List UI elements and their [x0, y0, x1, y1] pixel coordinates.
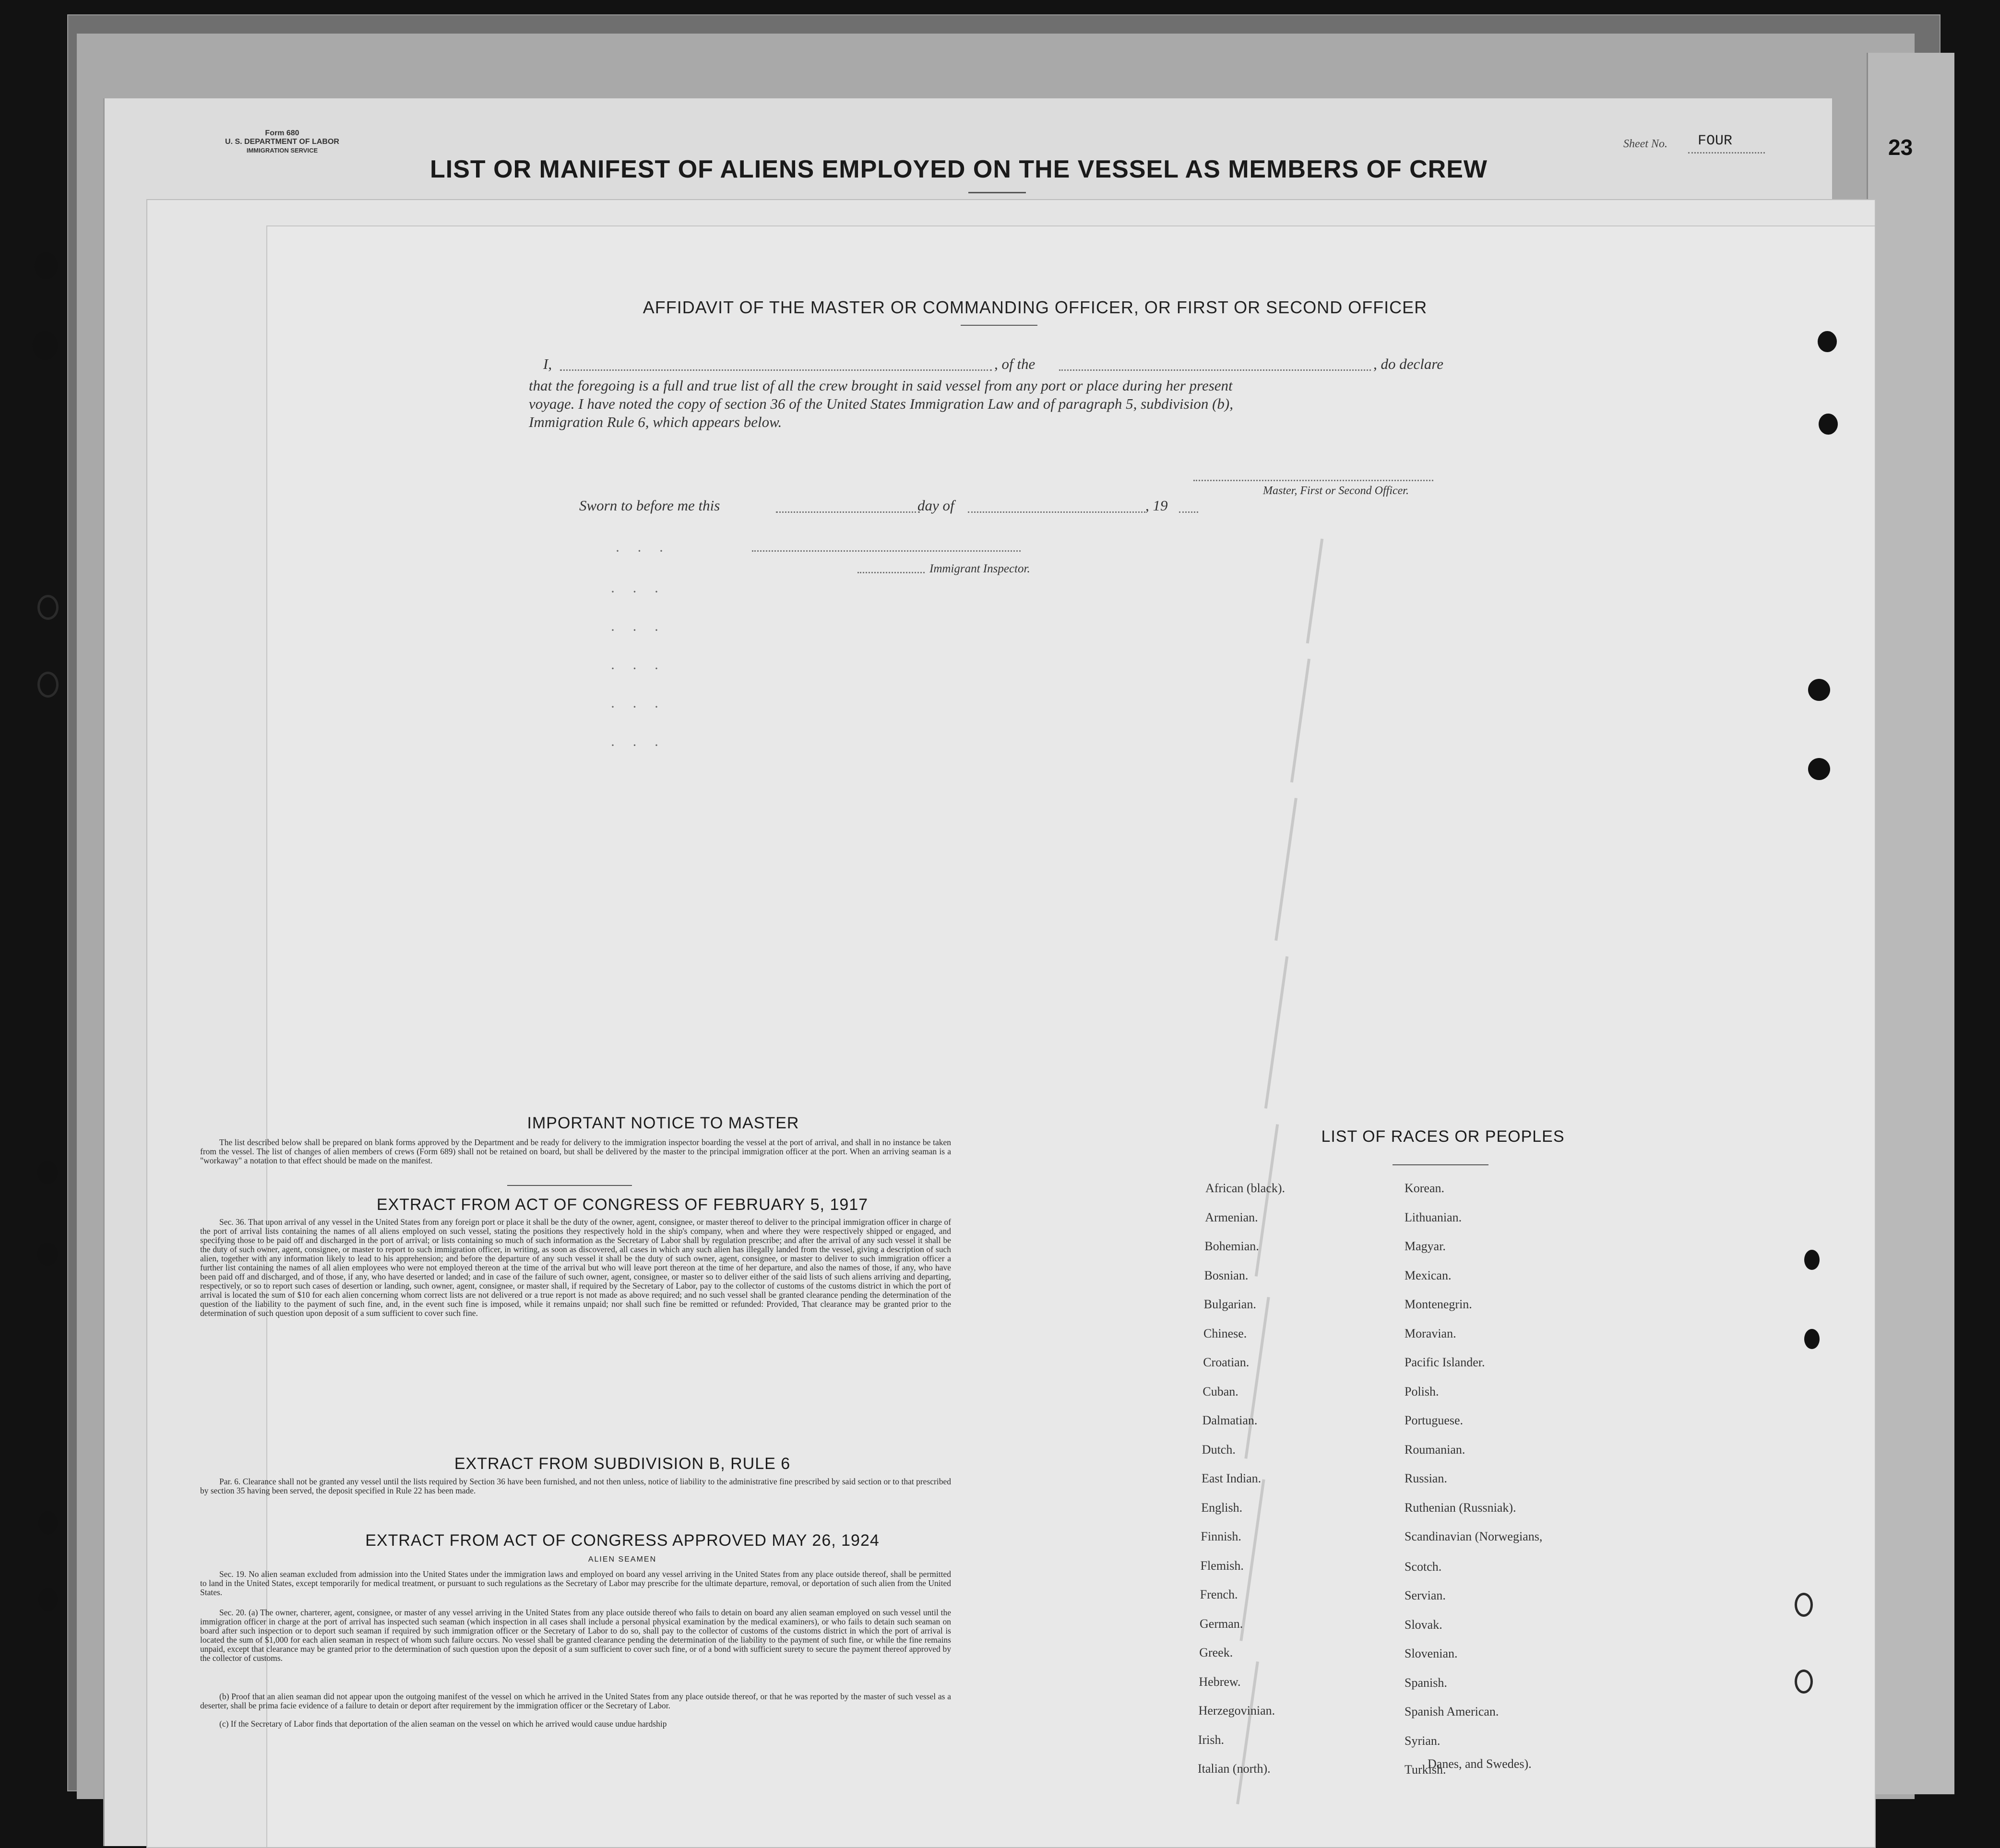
race-item: German. — [1200, 1616, 1243, 1631]
binder-hole — [37, 1243, 58, 1266]
race-item: Dalmatian. — [1202, 1413, 1258, 1427]
race-item: Polish. — [1405, 1384, 1439, 1398]
binder-hole — [35, 252, 58, 279]
dot-row: · · · — [610, 584, 666, 600]
sheet-number-line — [1688, 152, 1765, 154]
race-item: Hebrew. — [1199, 1674, 1241, 1689]
binder-hole — [1804, 1250, 1820, 1270]
race-item: Armenian. — [1205, 1210, 1258, 1224]
bleed-through-mark — [1244, 1297, 1270, 1459]
inspector-signature-field[interactable] — [752, 550, 1021, 552]
right-sheet-edge — [1867, 53, 1954, 1794]
rule6-text: Par. 6. Clearance shall not be granted any vessel until the lists required by Section 36 have been furnished, and not then unless, notice of liability to the administrative fine prescribed by said section or to that prescribed by section 35 having been served, the deposit specified in Rule 22 has been made. — [200, 1477, 951, 1495]
bleed-through-mark — [1290, 659, 1310, 782]
declarant-prefix: I, — [543, 355, 552, 372]
race-item: Spanish. — [1405, 1675, 1447, 1690]
race-item: Bulgarian. — [1203, 1297, 1256, 1311]
dot-row: · · · — [610, 737, 666, 753]
vessel-name-field[interactable] — [1059, 369, 1371, 371]
extract-1917-title: EXTRACT FROM ACT OF CONGRESS OF FEBRUARY 5, 1917 — [376, 1196, 869, 1214]
race-item: Roumanian. — [1405, 1442, 1465, 1457]
race-item: Croatian. — [1203, 1355, 1250, 1369]
binder-hole — [37, 1161, 58, 1184]
bleed-through-mark — [1274, 798, 1298, 941]
sworn-year-field[interactable] — [1179, 511, 1198, 513]
dot-row: · · · — [610, 699, 666, 715]
binder-hole — [33, 331, 58, 360]
declarant-name-field[interactable] — [560, 369, 992, 371]
race-item: Montenegrin. — [1405, 1297, 1472, 1311]
sworn-day-field[interactable] — [776, 511, 920, 513]
master-signature-label: Master, First or Second Officer. — [1263, 485, 1409, 497]
sworn-month-field[interactable] — [968, 511, 1145, 513]
binder-hole — [38, 1588, 58, 1611]
extract-1917-text: Sec. 36. That upon arrival of any vessel in the United States from any foreign port or place it shall be the duty of the owner, agent, consignee, or master thereof to deliver to the principal immigration officer in charge of the port of arrival lists containing the names of all aliens employed on such vessel, stating the positions they respectively hold in the ship's company, when and where they were respectively shipped or engaged, and specifying those to be paid off and discharged in the port of arrival; or lists containing so much of such information as the Secretary of Labor shall by regulation prescribe; and after the arrival of any such vessel it shall be the duty of such owner, agent, consignee, or master to report to such immigration officer, in writing, as soon as discovered, all cases in which any such alien has illegally landed from the vessel, giving a description of such alien, together with any information likely to lead to his apprehension; and before the departure of any such vessel it shall be the duty of such owner, agent, consignee, or master to deliver to such immigration officer a further list containing the names of all alien employees who were not employed thereon at the time of the arrival but who will leave port thereon at the time of her departure, and also the names of those, if any, who have been paid off and discharged, and of those, if any, who have deserted or landed; and in case of the failure of such owner, agent, consignee, or master so to deliver either of the said lists of such aliens arriving and departing, respectively, or so to report such cases of desertion or landing, such owner, agent, consignee, or master shall, if required by the Secretary of Labor, pay to the collector of customs of the customs district in which the port of arrival is located the sum of $10 for each alien concerning whom correct lists are not delivered or a true report is not made as above required; and no such vessel shall be granted clearance pending the determination of the question of the liability to the payment of such fine, and, in the event such fine is imposed, while it remains unpaid; nor shall such fine be remitted or refunded: Provided, That clearance may be granted prior to the determination of such question upon deposit of a sum sufficient to cover such fine. — [200, 1217, 951, 1318]
race-item: Italian (north). — [1198, 1762, 1271, 1776]
race-item: Magyar. — [1405, 1239, 1446, 1253]
bleed-through-mark — [1255, 1124, 1279, 1277]
race-item: Finnish. — [1201, 1529, 1241, 1543]
race-item: Spanish American. — [1405, 1705, 1499, 1718]
dot-row: · · · — [610, 661, 666, 676]
department-name: U. S. DEPARTMENT OF LABOR — [225, 138, 339, 146]
race-item: Pacific Islander. — [1405, 1355, 1485, 1369]
race-item: Dutch. — [1202, 1442, 1236, 1457]
sworn-text: Sworn to before me this — [579, 497, 720, 514]
race-item: Mexican. — [1405, 1268, 1452, 1282]
dot-row: · · · — [610, 622, 666, 638]
race-item: Syrian. — [1405, 1733, 1440, 1748]
race-item: Cuban. — [1202, 1384, 1238, 1398]
affidavit-sheet — [200, 225, 1875, 1847]
title-underline — [968, 192, 1026, 193]
extract-1924-title: EXTRACT FROM ACT OF CONGRESS APPROVED MAY 26, 1924 — [365, 1531, 880, 1550]
race-item: Chinese. — [1203, 1326, 1247, 1340]
vessel-prefix: , of the — [994, 355, 1036, 372]
race-item: Flemish. — [1200, 1558, 1244, 1573]
binder-hole — [1818, 331, 1837, 352]
binder-hole — [1808, 758, 1830, 780]
dot-row: · · · — [615, 543, 670, 559]
form-number: Form 680 — [265, 129, 299, 137]
binder-hole — [37, 595, 59, 620]
race-item: Russian. — [1405, 1471, 1447, 1485]
inspector-prefix-line — [857, 572, 925, 573]
race-item: French. — [1200, 1587, 1238, 1601]
race-item: English. — [1201, 1500, 1243, 1515]
sheet-number-label: Sheet No. — [1623, 138, 1667, 150]
page-title: LIST OR MANIFEST OF ALIENS EMPLOYED ON THE VESSEL AS MEMBERS OF CREW — [430, 155, 1488, 183]
race-item: Scandinavian (Norwegians, — [1405, 1529, 1543, 1543]
binder-hole — [1795, 1670, 1813, 1694]
extract-1924-sec20c: (c) If the Secretary of Labor finds that deportation of the alien seaman on the vessel on which he arrived would cause undue hardship — [219, 1719, 667, 1729]
binder-hole — [37, 672, 59, 698]
race-item-scandinavian-cont: Danes, and Swedes). — [1428, 1757, 1532, 1771]
race-item: Bosnian. — [1204, 1268, 1249, 1282]
binder-hole — [1819, 414, 1838, 435]
race-item: Servian. — [1405, 1588, 1446, 1602]
race-item: African (black). — [1205, 1181, 1286, 1195]
races-title-rule — [1393, 1164, 1488, 1165]
notice-text: The list described below shall be prepared on blank forms approved by the Department and be ready for delivery to the immigration inspector boarding the vessel at the port of arrival, and shall in no instance be taken from the vessel. The list of changes of alien members of crews (Form 689) shall not be retained on board, but shall be delivered by the master to the principal immigration officer at the port. When an arriving seaman is a "workaway" a notation to that effect should be made on the manifest. — [200, 1137, 951, 1165]
rule6-title: EXTRACT FROM SUBDIVISION B, RULE 6 — [454, 1455, 791, 1473]
binder-hole — [38, 1511, 58, 1534]
races-title: LIST OF RACES OR PEOPLES — [1321, 1127, 1565, 1146]
binder-hole — [1795, 1593, 1813, 1617]
extract-1924-sec20a: Sec. 20. (a) The owner, charterer, agent, consignee, or master of any vessel arriving in the United States from any place outside thereof who fails to detain on board any alien seaman employed on such vessel until the immigration officer in charge at the port of arrival has inspected such seaman (which inspection in all cases shall include a personal physical examination by the medical examiners), or who fails to detain such seaman on board after such inspection or to deport such seaman if required by such immigration officer or the Secretary of Labor to do so, shall pay to the collector of customs of the customs district in which the port of arrival is located the sum of $1,000 for each alien seaman in respect of whom such failure occurs. No vessel shall be granted clearance pending the determination of the liability to the payment of such fine, or while the fine remains unpaid, except that clearance may be granted prior to the determination of such question upon the deposit of a sum sufficient to cover such fine, or of a bond with sufficient surety to secure the payment thereof approved by the collector of customs. — [200, 1608, 951, 1663]
bleed-through-mark — [1264, 956, 1288, 1109]
race-item: Greek. — [1199, 1646, 1233, 1659]
race-item: Lithuanian. — [1405, 1210, 1462, 1224]
race-item: Scotch. — [1405, 1559, 1442, 1574]
race-item: Moravian. — [1405, 1326, 1456, 1340]
extract-1924-sec20b: (b) Proof that an alien seaman did not appear upon the outgoing manifest of the vessel on which he arrived in the United States from any place outside thereof, or that he was reported by the master of such vessel as a deserter, shall be prima facie evidence of a failure to detain or deport after requirement by the immigration officer or the Secretary of Labor. — [200, 1692, 951, 1710]
affidavit-body-line-2: that the foregoing is a full and true list of all the crew brought in said vessel from any port or place during her present — [529, 377, 1233, 394]
master-signature-field[interactable] — [1193, 480, 1433, 481]
service-name: IMMIGRATION SERVICE — [246, 147, 318, 154]
notice-rule — [507, 1185, 632, 1186]
race-item: Ruthenian (Russniak). — [1405, 1500, 1516, 1515]
sworn-day-of: day of — [917, 497, 954, 514]
race-item: Portuguese. — [1405, 1413, 1464, 1427]
affidavit-body-line-3: voyage. I have noted the copy of section 36 of the United States Immigration Law and of paragraph 5, subdivision (b), — [529, 395, 1233, 412]
race-item: Irish. — [1198, 1732, 1224, 1747]
form-header-block — [222, 129, 342, 155]
affidavit-title: AFFIDAVIT OF THE MASTER OR COMMANDING OFFICER, OR FIRST OR SECOND OFFICER — [643, 297, 1428, 317]
race-item: Korean. — [1405, 1181, 1445, 1195]
sheet-number-value: FOUR — [1698, 133, 1733, 149]
binder-hole — [1804, 1329, 1820, 1349]
affidavit-title-rule — [961, 325, 1037, 326]
race-item: East Indian. — [1202, 1471, 1262, 1485]
extract-1924-sec19: Sec. 19. No alien seaman excluded from admission into the United States under the immigration laws and employed on board any vessel arriving in the United States from any place outside thereof, shall be permitted to land in the United States, except temporarily for medical treatment, or pursuant to such regulations as the Secretary of Labor may prescribe for the ultimate departure, removal, or deportation of such alien from the United States. — [200, 1569, 951, 1597]
extract-1924-subtitle: ALIEN SEAMEN — [588, 1555, 657, 1564]
notice-title: IMPORTANT NOTICE TO MASTER — [527, 1114, 799, 1132]
bleed-through-mark — [1306, 539, 1324, 644]
declare-suffix: , do declare — [1373, 355, 1444, 372]
race-item: Turkish. — [1405, 1763, 1446, 1777]
affidavit-body-line-4: Immigration Rule 6, which appears below. — [529, 414, 782, 430]
page-number: 23 — [1888, 135, 1913, 160]
inspector-label: Immigrant Inspector. — [929, 562, 1030, 575]
race-item: Slovak. — [1405, 1617, 1442, 1632]
race-item: Bohemian. — [1204, 1239, 1259, 1253]
sworn-year-prefix: , 19 — [1145, 497, 1168, 514]
race-item: Slovenian. — [1405, 1647, 1458, 1660]
binder-hole — [1808, 679, 1830, 701]
race-item: Herzegovinian. — [1198, 1704, 1275, 1718]
